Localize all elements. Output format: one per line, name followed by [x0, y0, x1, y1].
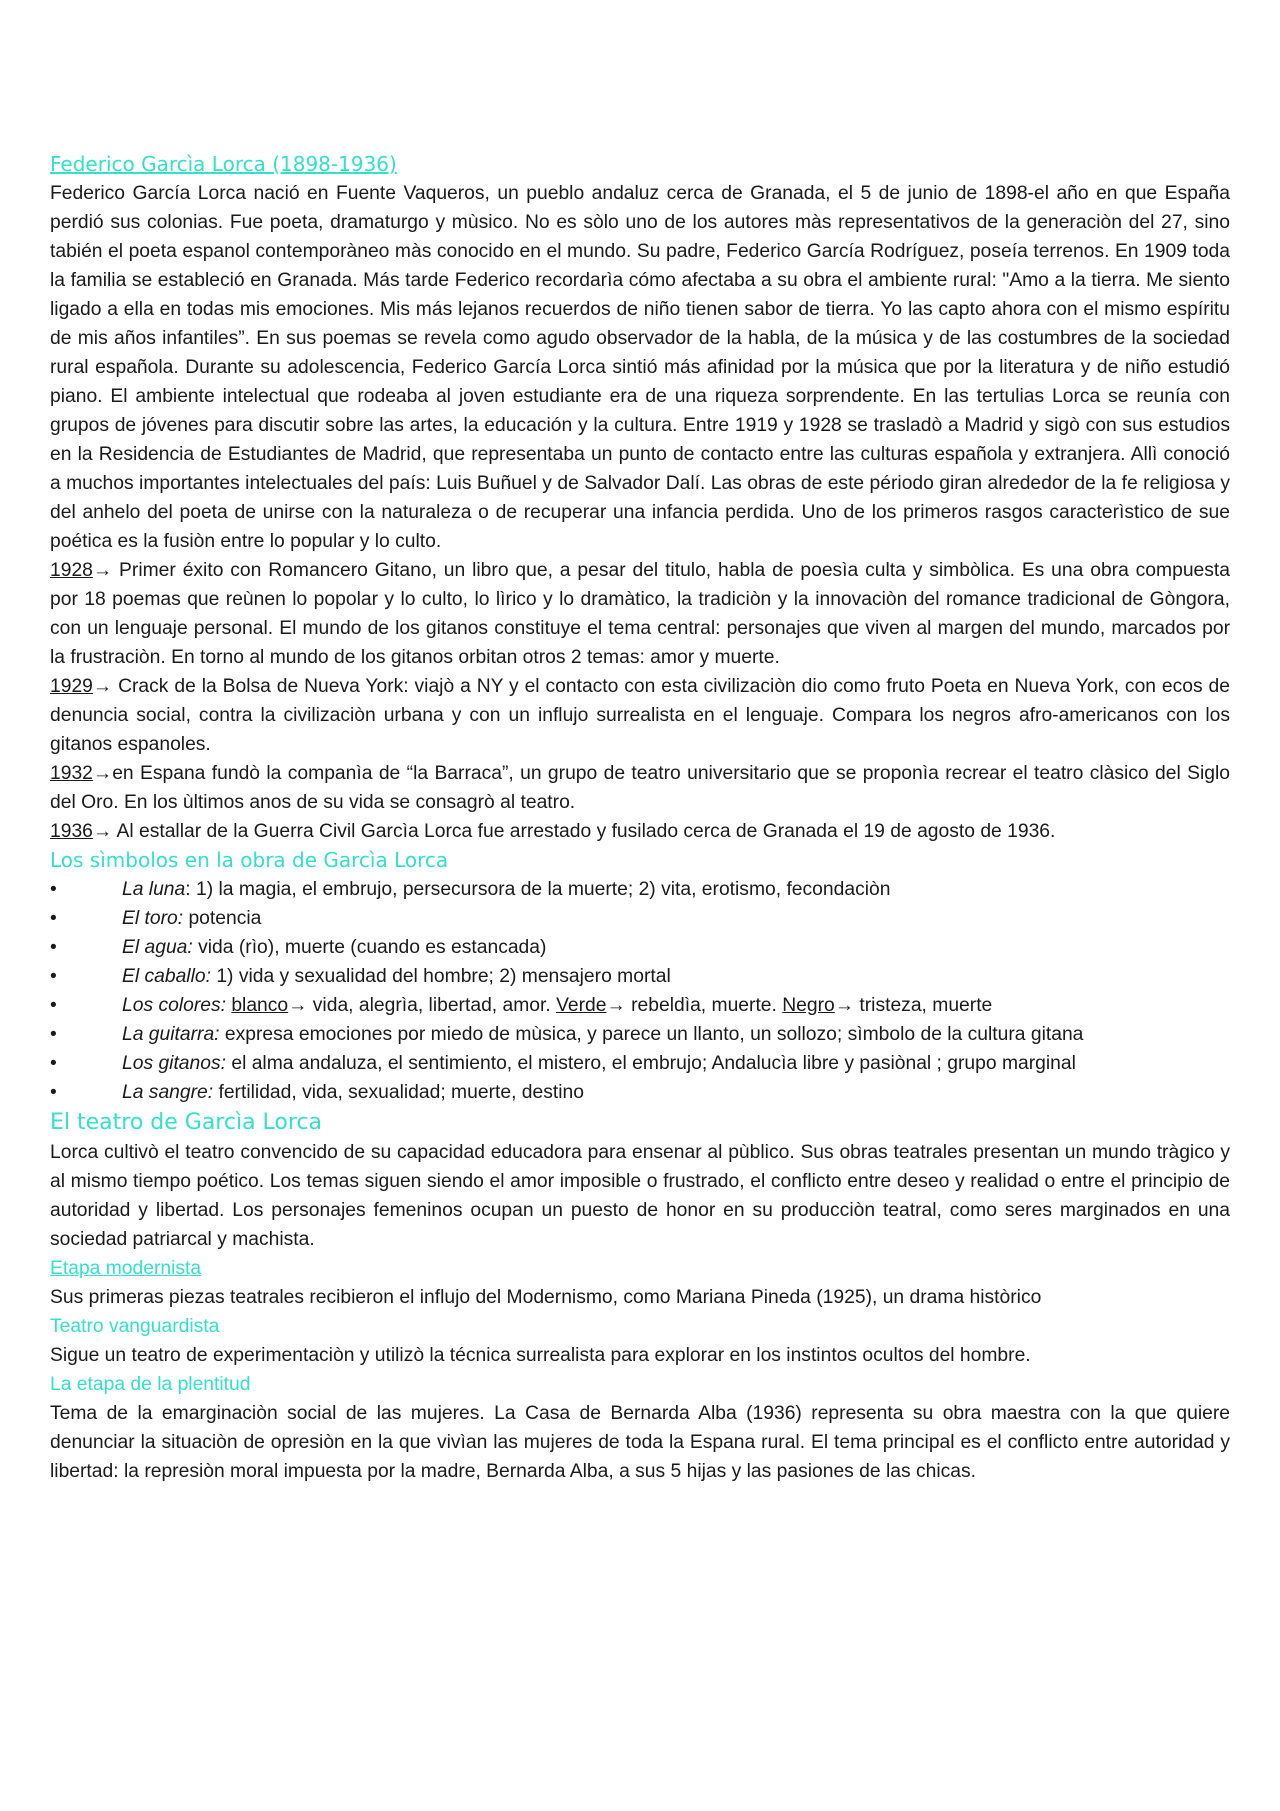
stage-avantgarde-text: Sigue un teatro de experimentaciòn y utilizò la técnica surrealista para explorar en los instintos ocultos del hombre. [50, 1345, 1031, 1366]
list-item [50, 1020, 1230, 1049]
main-heading: Federico Garcìa Lorca (1898-1936) [50, 152, 397, 176]
stage-avantgarde-heading: Teatro vanguardista [50, 1316, 220, 1337]
symbol-text: el alma andaluza, el sentimiento, el mistero, el embrujo; Andalucìa libre y pasiònal ; grupo marginal [225, 1053, 1076, 1074]
arrow-icon: → [92, 763, 113, 784]
symbol-term: La guitarra: [122, 1024, 220, 1045]
color-text: tristeza, muerte [854, 995, 993, 1016]
symbol-term: El agua: [122, 937, 193, 958]
stage-fullness-heading: La etapa de la plentitud [50, 1374, 251, 1395]
timeline-entry-1928 [50, 556, 1230, 672]
symbol-text: 1) vida y sexualidad del hombre; 2) mensajero mortal [210, 966, 671, 987]
symbol-text: fertilidad, vida, sexualidad; muerte, destino [213, 1082, 584, 1103]
bullet-icon: • [50, 1024, 57, 1045]
timeline-entry-1932 [50, 759, 1230, 817]
color-verde: Verde [556, 995, 607, 1016]
color-text: rebeldìa, muerte. [625, 995, 783, 1016]
stage-fullness-text: Tema de la emarginaciòn social de las mujeres. La Casa de Bernarda Alba (1936) representa su obra maestra con la que quiere denunciar la situaciòn de opresiòn en la que vivìan las mujeres de toda la Espana rural. El tema principal es el conflicto entre autoridad y libertad: la represiòn moral impuesta por la madre, Bernarda Alba, a sus 5 hijas y las pasiones de las chicas. [50, 1403, 1230, 1482]
arrow-icon: → [834, 995, 855, 1016]
symbol-text: vida (rìo), muerte (cuando es estancada) [192, 937, 547, 958]
symbol-term: La luna [122, 879, 186, 900]
color-negro: Negro [782, 995, 835, 1016]
color-text: vida, alegrìa, libertad, amor. [307, 995, 557, 1016]
year-label: 1928 [50, 560, 93, 581]
arrow-icon: → [606, 995, 626, 1016]
list-item [50, 875, 1230, 904]
list-item [50, 962, 1230, 991]
stage-modernist-heading: Etapa modernista [50, 1258, 202, 1279]
symbols-heading: Los sìmbolos en la obra de Garcìa Lorca [50, 848, 449, 872]
list-item [50, 1049, 1230, 1078]
list-item-colors [50, 991, 1230, 1020]
theatre-paragraph: Lorca cultivò el teatro convencido de su capacidad educadora para ensenar al pùblico. Sus obras teatrales presentan un mundo tràgico y al mismo tiempo poético. Los temas siguen siendo el amor imposible o frustrado, el conflicto entre deseo y realidad o entre el principio de autoridad y libertad. Los personajes femeninos ocupan un puesto de honor en su producciòn teatral, como seres marginados en una sociedad patriarcal y machista. [50, 1142, 1230, 1250]
arrow-icon: → [92, 560, 113, 581]
symbol-term: Los colores: [122, 995, 226, 1016]
symbol-term: El toro: [122, 908, 184, 929]
year-label: 1936 [50, 821, 93, 842]
symbol-term: El caballo: [122, 966, 211, 987]
symbols-list [50, 875, 1230, 1107]
bullet-icon: • [50, 908, 57, 929]
symbol-sep: : [185, 879, 191, 900]
bullet-icon: • [50, 1053, 57, 1074]
year-label: 1929 [50, 676, 93, 697]
symbol-term: Los gitanos: [122, 1053, 226, 1074]
intro-paragraph: Federico García Lorca nació en Fuente Vaqueros, un pueblo andaluz cerca de Granada, el 5 de junio de 1898-el año en que España perdió sus colonias. Fue poeta, dramaturgo y mùsico. No es sòlo uno de los autores màs representativos de la generaciòn del 27, sino tabién el poeta espanol contemporàneo màs conocido en el mundo. Su padre, Federico García Rodríguez, poseía terrenos. En 1909 toda la familia se estableció en Granada. Más tarde Federico recordarìa cómo afectaba a su obra el ambiente rural: "Amo a la tierra. Me siento ligado a ella en todas mis emociones. Mis más lejanos recuerdos de niño tienen sabor de tierra. Yo las capto ahora con el mismo espíritu de mis años infantiles”. En sus poemas se revela como agudo observador de la habla, de la música y de las costumbres de la sociedad rural española. Durante su adolescencia, Federico García Lorca sintió más afinidad por la música que por la literatura y de niño estudió piano. El ambiente intelectual que rodeaba al joven estudiante era de una riqueza sorprendente. En las tertulias Lorca se reunía con grupos de jóvenes para discutir sobre las artes, la educación y la cultura. Entre 1919 y 1928 se trasladò a Madrid y sigò con sus estudios en la Residencia de Estudiantes de Madrid, que representaba un punto de contacto entre las culturas española y extranjera. Allì conoció a muchos importantes intelectuales del país: Luis Buñuel y de Salvador Dalí. Las obras de este périodo giran alrededor de la fe religiosa y del anhelo del poeta de unirse con la naturaleza o de recuperar una infancia perdida. Uno de los primeros rasgos caracterìstico de sue poética es la fusiòn entre lo popular y lo culto. [50, 183, 1230, 552]
stage-modernist-text: Sus primeras piezas teatrales recibieron el influjo del Modernismo, como Mariana Pineda (1925), un drama històrico [50, 1287, 1042, 1308]
symbol-text: potencia [183, 908, 262, 929]
year-label: 1932 [50, 763, 93, 784]
list-item [50, 933, 1230, 962]
symbol-text: expresa emociones por miedo de mùsica, y parece un llanto, un sollozo; sìmbolo de la cultura gitana [219, 1024, 1084, 1045]
timeline-text: Primer éxito con Romancero Gitano, un libro que, a pesar del titulo, habla de poesìa culta y simbòlica. Es una obra compuesta por 18 poemas que reùnen lo popolar y lo culto, lo lìrico y lo dramàtico, la tradiciòn y la innovaciòn del romance tradicional de Gòngora, con un lenguaje personal. El mundo de los gitanos constituye el tema central: personajes que viven al margen del mundo, marcados por la frustraciòn. En torno al mundo de los gitanos orbitan otros 2 temas: amor y muerte. [50, 560, 1230, 668]
symbol-term: La sangre: [122, 1082, 214, 1103]
arrow-icon: → [92, 821, 113, 842]
list-item [50, 1078, 1230, 1107]
bullet-icon: • [50, 879, 57, 900]
symbol-text: 1) la magia, el embrujo, persecursora de la muerte; 2) vita, erotismo, fecondaciòn [190, 879, 891, 900]
color-blanco: blanco [231, 995, 289, 1016]
timeline-entry-1929 [50, 672, 1230, 759]
bullet-icon: • [50, 1082, 57, 1103]
timeline-entry-1936 [50, 817, 1230, 846]
bullet-icon: • [50, 966, 57, 987]
timeline-text: Al estallar de la Guerra Civil Garcìa Lorca fue arrestado y fusilado cerca de Granada el 19 de agosto de 1936. [112, 821, 1056, 842]
document-page [50, 150, 1230, 1486]
theatre-heading: El teatro de Garcìa Lorca [50, 1110, 323, 1135]
list-item [50, 904, 1230, 933]
timeline-text: en Espana fundò la companìa de “la Barraca”, un grupo de teatro universitario que se proponìa recrear el teatro clàsico del Siglo del Oro. En los ùltimos anos de su vida se consagrò al teatro. [50, 763, 1230, 813]
bullet-icon: • [50, 937, 57, 958]
arrow-icon: → [92, 676, 113, 697]
timeline-text: Crack de la Bolsa de Nueva York: viajò a NY y el contacto con esta civilizaciòn dio como fruto Poeta en Nueva York, con ecos de denuncia social, contra la civilizaciòn urbana y con un influjo surrealista en el lenguaje. Compara los negros afro-americanos con los gitanos espanoles. [50, 676, 1230, 755]
bullet-icon: • [50, 995, 57, 1016]
arrow-icon: → [288, 995, 308, 1016]
